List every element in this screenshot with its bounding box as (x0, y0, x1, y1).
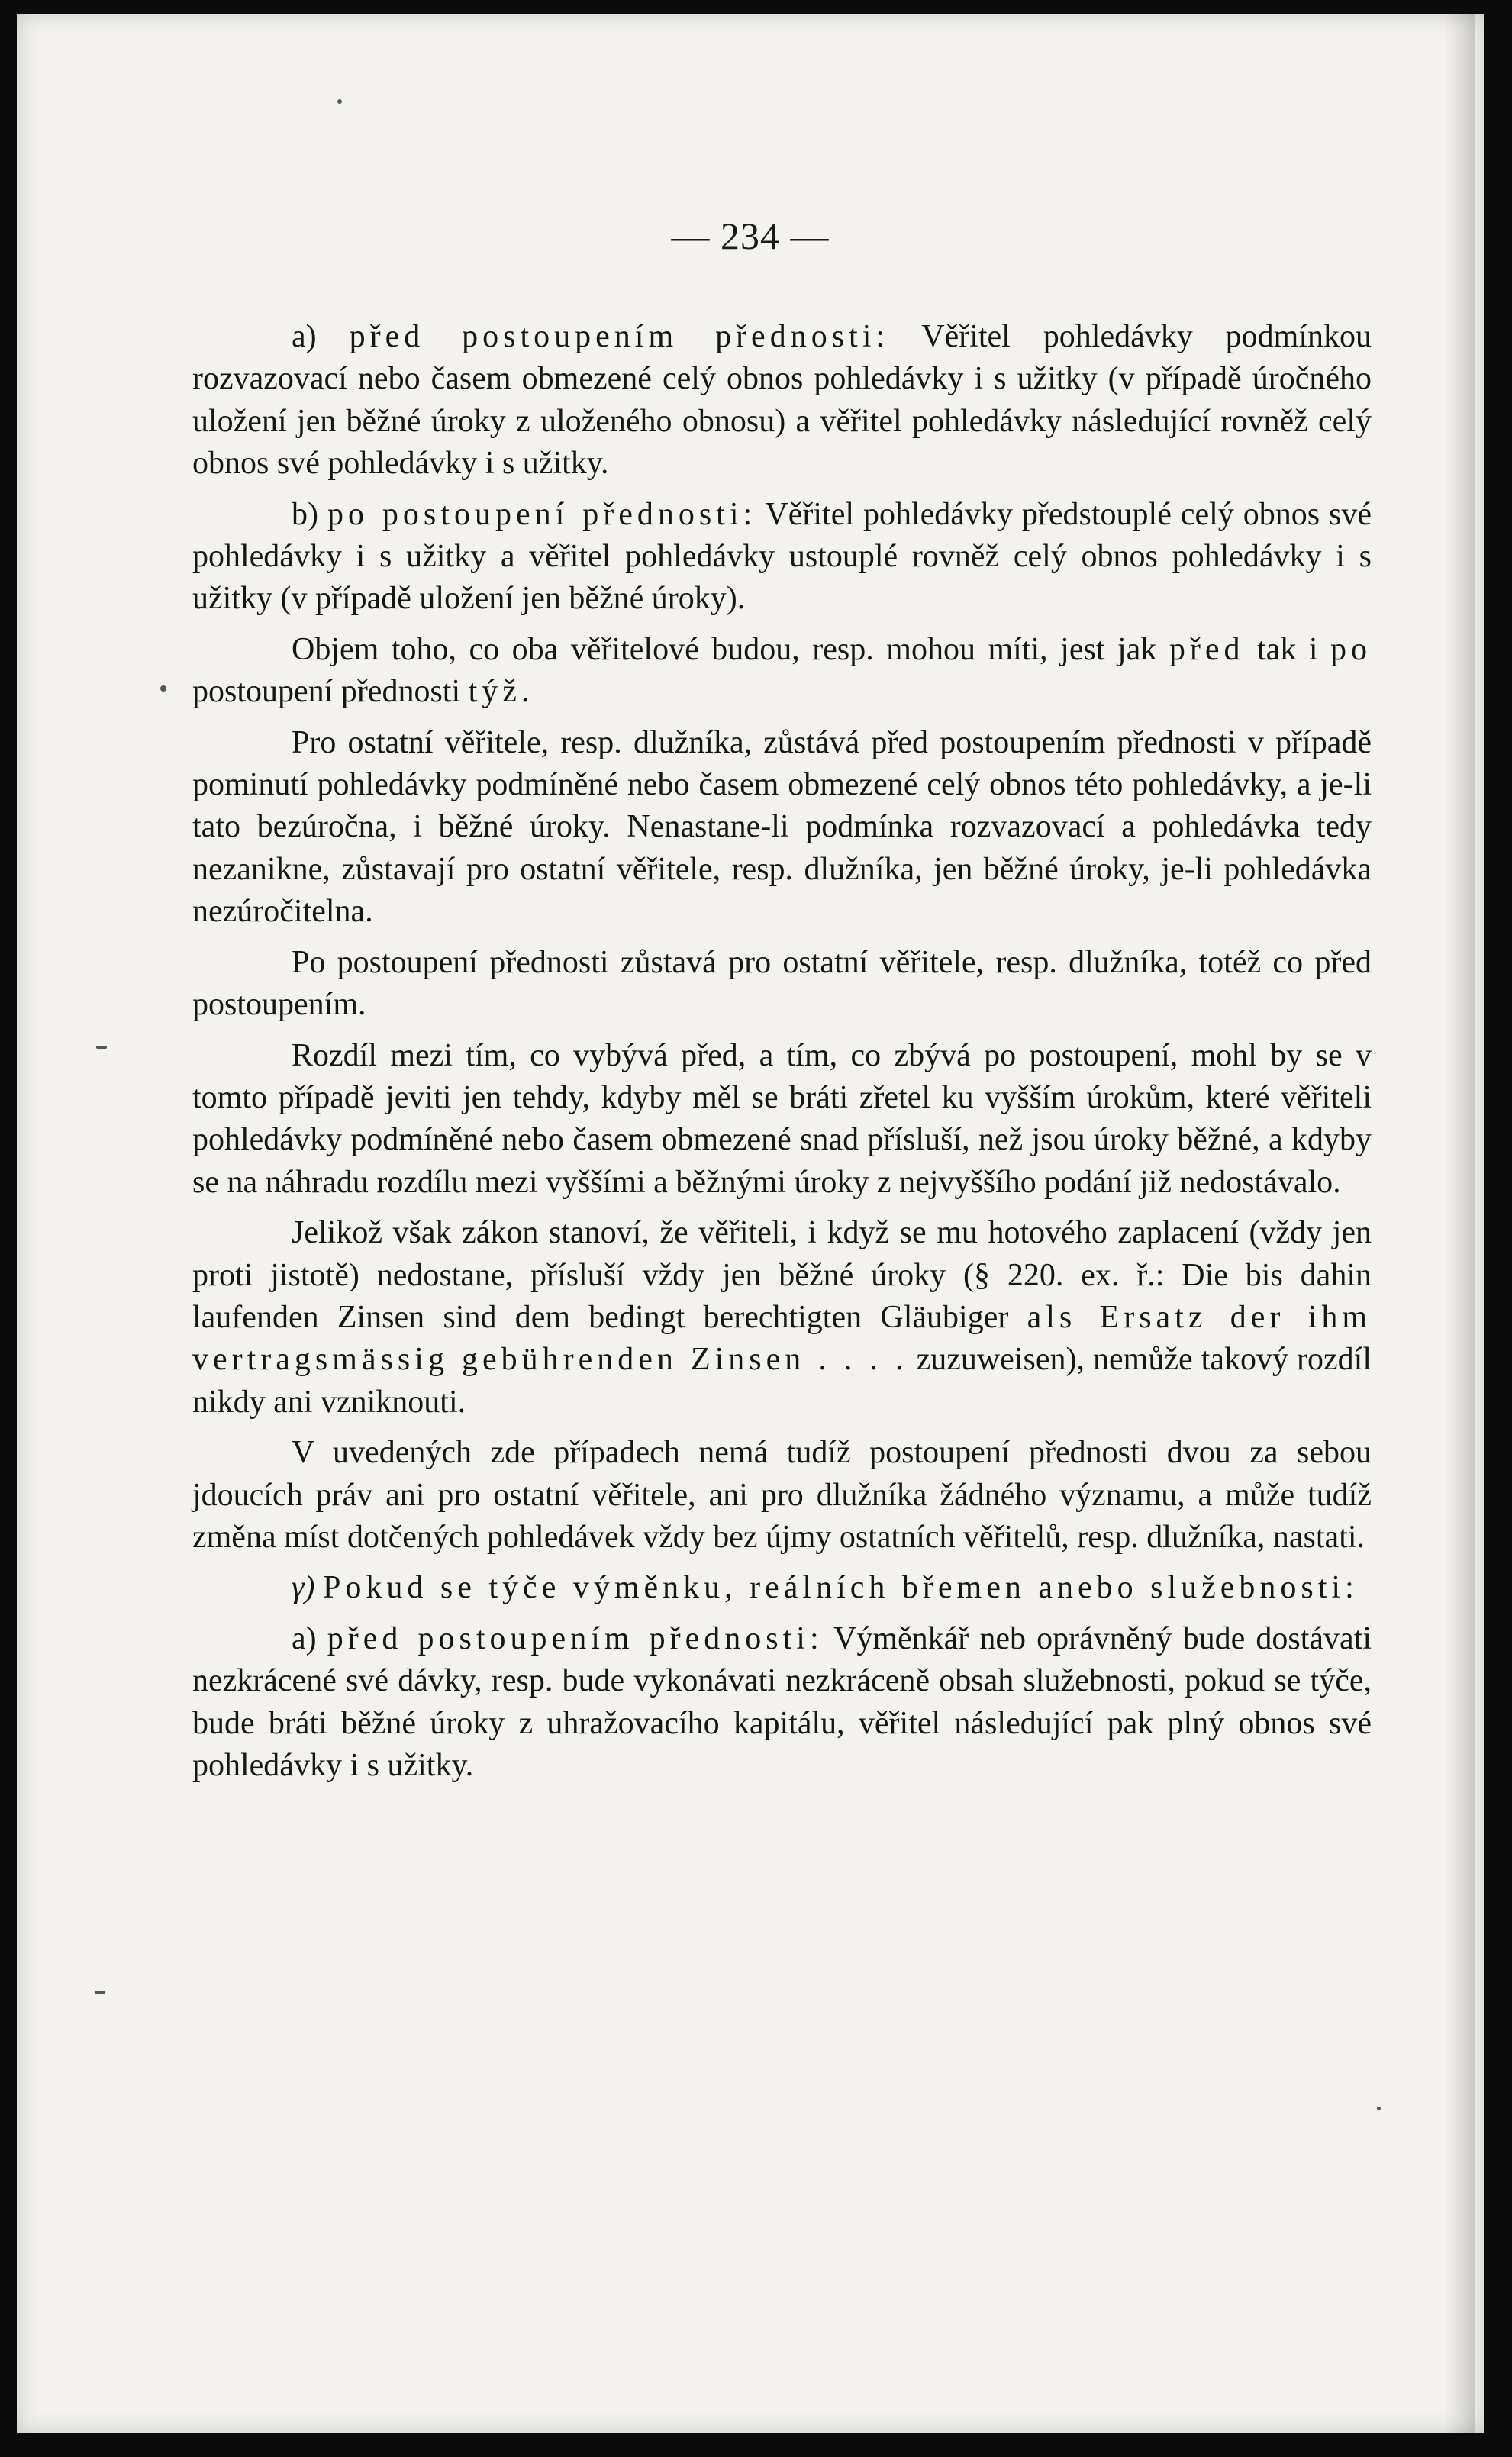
paragraph-text: Věřitel pohledávky podmínkou rozvazovací nebo časem obmezené celý obnos pohledávky i s užitky (v případě úročného uložení jen běžné úroky z uloženého obnosu) a věřitel pohledávky následující rovněž celý obnos své pohledávky i s užitky. (192, 319, 1372, 482)
scan-speck (96, 1046, 107, 1049)
book-page (17, 14, 1484, 2433)
item-marker: γ) (292, 1570, 315, 1606)
paragraph-text: Pro ostatní věřitele, resp. dlužníka, zůstává před postoupením přednosti v případě pominutí pohledávky podmíněné nebo časem obmezené celý obnos této pohledávky, a je-li tato bezúročna, i běžné úroky. Nenastane-li podmínka rozvazovací a pohledávka tedy nezanikne, zůstavají pro ostatní věřitele, resp. dlužníka, jen běžné úroky, je-li pohledávka nezúročitelna. (192, 724, 1372, 930)
scan-speck (1377, 2107, 1381, 2110)
paragraph-text: Jelikož však zákon stanoví, že věřiteli, i když se mu hotového zaplacení (vždy jen proti jistotě) nedostane, přísluší vždy jen běžné úroky (§ 220. ex. ř.: Die bis dahin laufenden Zinsen sind dem bedingt berechtigten Gläubiger (192, 1215, 1372, 1335)
page-edge-shadow (1444, 14, 1475, 2433)
spaced-word: týž. (468, 674, 534, 710)
paragraph-text: postoupení přednosti (192, 674, 461, 710)
paragraph-a-before (192, 316, 1372, 485)
paragraph-gamma-heading (192, 1567, 1372, 1609)
paragraph-text: tak i (1257, 631, 1318, 667)
paragraph-text: Po postoupení přednosti zůstavá pro ostatní věřitele, resp. dlužníka, totéž co před postoupením. (192, 944, 1372, 1023)
item-marker: b) (292, 496, 318, 532)
paragraph-difference (192, 1035, 1372, 1204)
spaced-heading: po postoupení přednosti: (327, 496, 757, 532)
paragraph-b-after (192, 494, 1372, 621)
spaced-quote: als Ersatz der ihm vertragsmässig gebührenden Zinsen . . . . (192, 1299, 1372, 1378)
paragraph-scope (192, 629, 1372, 714)
scan-speck (95, 1991, 105, 1994)
paragraph-text: V uvedených zde případech nemá tudíž postoupení přednosti dvou za sebou jdoucích práv ani pro ostatní věřitele, ani pro dlužníka žádného významu, a může tudíž změna míst dotčených pohledávek vždy bez újmy ostatních věřitelů, resp. dlužníka, nastati. (192, 1435, 1372, 1555)
paragraph-law (192, 1212, 1372, 1424)
item-marker: a) (292, 319, 317, 354)
spaced-heading: před postoupením přednosti: (349, 319, 890, 354)
body-text (192, 316, 1372, 1795)
scan-speck (160, 685, 166, 692)
paragraph-cases (192, 1432, 1372, 1559)
paragraph-gamma-a (192, 1618, 1372, 1788)
paragraph-after-assignment (192, 942, 1372, 1027)
paragraph-text: Rozdíl mezi tím, co vybývá před, a tím, co zbývá po postoupení, mohl by se v tomto případě jeviti jen tehdy, kdyby měl se bráti zřetel ku vyšším úrokům, které věřiteli pohledávky podmíněné nebo časem obmezené snad přísluší, než jsou úroky běžné, a kdyby se na náhradu rozdílu mezi vyššími a běžnými úroky z nejvyššího podání již nedostávalo. (192, 1037, 1372, 1200)
spaced-heading: před postoupením přednosti: (327, 1620, 824, 1656)
paragraph-text: zuzuweisen), nemůže takový rozdíl nikdy ani vzniknouti. (192, 1342, 1372, 1420)
item-marker: a) (292, 1620, 317, 1656)
paragraph-text: Výměnkář neb oprávněný bude dostávati nezkrácené své dávky, resp. bude vykonávati nezkráceně obsah služebnosti, pokud se týče, bude bráti běžné úroky z uhražovacího kapitálu, věřitel následující pak plný obnos své pohledávky i s užitky. (192, 1620, 1372, 1783)
paragraph-text: Věřitel pohledávky předstouplé celý obnos své pohledávky i s užitky a věřitel pohledávky ustouplé rovněž celý obnos pohledávky i s užitky (v případě uložení jen běžné úroky). (192, 496, 1372, 617)
page-number: — 234 — (671, 214, 830, 257)
paragraph-text: Objem toho, co oba věřitelové budou, resp. mohou míti, jest jak (292, 631, 1157, 667)
spaced-word: po (1330, 631, 1372, 667)
spaced-heading: Pokud se týče výměnku, reálních břemen anebo služebnosti: (323, 1570, 1359, 1606)
paragraph-other-creditors (192, 722, 1372, 933)
scan-speck (337, 99, 342, 104)
spaced-word: před (1169, 631, 1245, 667)
